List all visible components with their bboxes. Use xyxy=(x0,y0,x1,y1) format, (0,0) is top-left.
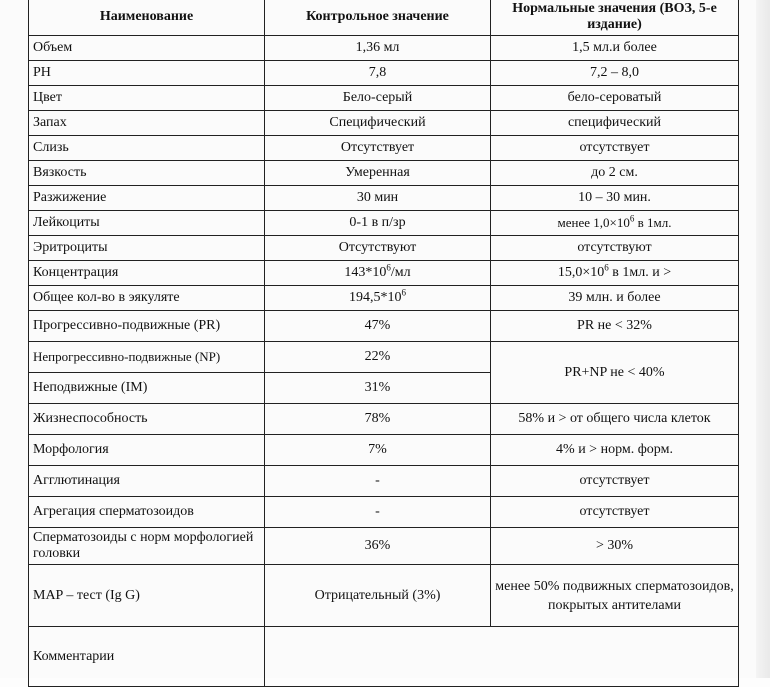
row-normal: 7,2 – 8,0 xyxy=(491,61,739,86)
row-normal: 4% и > норм. форм. xyxy=(491,435,739,466)
row-name: MAP – тест (Ig G) xyxy=(29,565,265,627)
table-row xyxy=(29,136,739,161)
exponent: 6 xyxy=(604,262,609,273)
row-name: Цвет xyxy=(29,86,265,111)
table-row xyxy=(29,497,739,528)
row-control: 7,8 xyxy=(265,61,491,86)
row-name: Агрегация сперматозоидов xyxy=(29,497,265,528)
row-control: 0-1 в п/зр xyxy=(265,211,491,236)
row-normal: отсутствует xyxy=(491,136,739,161)
row-normal xyxy=(491,211,739,236)
row-name: Прогрессивно-подвижные (PR) xyxy=(29,311,265,342)
row-normal: > 30% xyxy=(491,528,739,565)
row-normal: до 2 см. xyxy=(491,161,739,186)
row-control: Специфический xyxy=(265,111,491,136)
row-name: Комментарии xyxy=(29,627,265,687)
row-name: Жизнеспособность xyxy=(29,404,265,435)
row-name: Морфология xyxy=(29,435,265,466)
merged-normal-pr-np: PR+NP не < 40% xyxy=(491,342,739,404)
header-row xyxy=(29,0,739,36)
row-control: Отсутствует xyxy=(265,136,491,161)
row-control: 30 мин xyxy=(265,186,491,211)
header-control: Контрольное значение xyxy=(265,0,491,36)
header-normal: Нормальные значения (ВОЗ, 5-е издание) xyxy=(491,0,739,36)
table-row xyxy=(29,528,739,565)
normal-text: 15,0×10 xyxy=(557,265,605,280)
row-name: Агглютинация xyxy=(29,466,265,497)
row-normal: отсутствует xyxy=(491,466,739,497)
row-normal: 1,5 мл.и более xyxy=(491,36,739,61)
table-row xyxy=(29,161,739,186)
control-text-tail: /мл xyxy=(390,265,411,280)
row-name: Непрогрессивно-подвижные (NP) xyxy=(29,342,265,373)
row-control: 22% xyxy=(265,342,491,373)
table-row xyxy=(29,435,739,466)
row-name: Сперматозоиды с норм морфологией головки xyxy=(29,528,265,565)
table-row xyxy=(29,342,739,373)
row-normal: отсутствуют xyxy=(491,236,739,261)
row-normal: 58% и > от общего числа клеток xyxy=(491,404,739,435)
row-name: Слизь xyxy=(29,136,265,161)
semen-analysis-table xyxy=(28,0,739,687)
normal-text-tail: в 1мл. и > xyxy=(608,265,672,280)
row-name: PH xyxy=(29,61,265,86)
row-control: - xyxy=(265,466,491,497)
row-control: Отсутствуют xyxy=(265,236,491,261)
table-row xyxy=(29,311,739,342)
table-row xyxy=(29,36,739,61)
table-row xyxy=(29,286,739,311)
table-row xyxy=(29,261,739,286)
row-normal: 10 – 30 мин. xyxy=(491,186,739,211)
row-name: Вязкость xyxy=(29,161,265,186)
header-name: Наименование xyxy=(29,0,265,36)
row-control xyxy=(265,261,491,286)
table-row xyxy=(29,86,739,111)
row-normal: отсутствует xyxy=(491,497,739,528)
exponent: 6 xyxy=(401,287,406,298)
row-control: 78% xyxy=(265,404,491,435)
exponent: 6 xyxy=(629,213,635,224)
row-normal: специфический xyxy=(491,111,739,136)
row-normal: PR не < 32% xyxy=(491,311,739,342)
row-control: 7% xyxy=(265,435,491,466)
row-control: Бело-серый xyxy=(265,86,491,111)
row-name: Разжижение xyxy=(29,186,265,211)
row-name: Объем xyxy=(29,36,265,61)
row-control: 1,36 мл xyxy=(265,36,491,61)
table-row xyxy=(29,211,739,236)
normal-text: менее 1,0×10 xyxy=(557,215,630,230)
row-control: 47% xyxy=(265,311,491,342)
table-row xyxy=(29,565,739,627)
row-control: - xyxy=(265,497,491,528)
normal-text-tail: в 1мл. xyxy=(634,215,672,230)
row-name: Лейкоциты xyxy=(29,211,265,236)
control-text: 194,5*10 xyxy=(349,290,402,305)
table-row xyxy=(29,466,739,497)
row-normal xyxy=(491,261,739,286)
exponent: 6 xyxy=(386,262,391,273)
row-name: Эритроциты xyxy=(29,236,265,261)
table-row xyxy=(29,236,739,261)
row-control: 36% xyxy=(265,528,491,565)
table-row xyxy=(29,404,739,435)
row-control: 31% xyxy=(265,373,491,404)
control-text: 143*10 xyxy=(344,265,387,280)
row-name: Запах xyxy=(29,111,265,136)
row-normal: бело-сероватый xyxy=(491,86,739,111)
table-row xyxy=(29,186,739,211)
row-control: Умеренная xyxy=(265,161,491,186)
row-name: Концентрация xyxy=(29,261,265,286)
table-row xyxy=(29,61,739,86)
row-name: Общее кол-во в эякуляте xyxy=(29,286,265,311)
row-control xyxy=(265,286,491,311)
row-control: Отрицательный (3%) xyxy=(265,565,491,627)
row-normal: менее 50% подвижных сперматозоидов, покрытых антителами xyxy=(491,565,739,627)
table-row xyxy=(29,111,739,136)
row-normal: 39 млн. и более xyxy=(491,286,739,311)
row-name: Неподвижные (IM) xyxy=(29,373,265,404)
page-edge-shadow xyxy=(756,0,770,678)
